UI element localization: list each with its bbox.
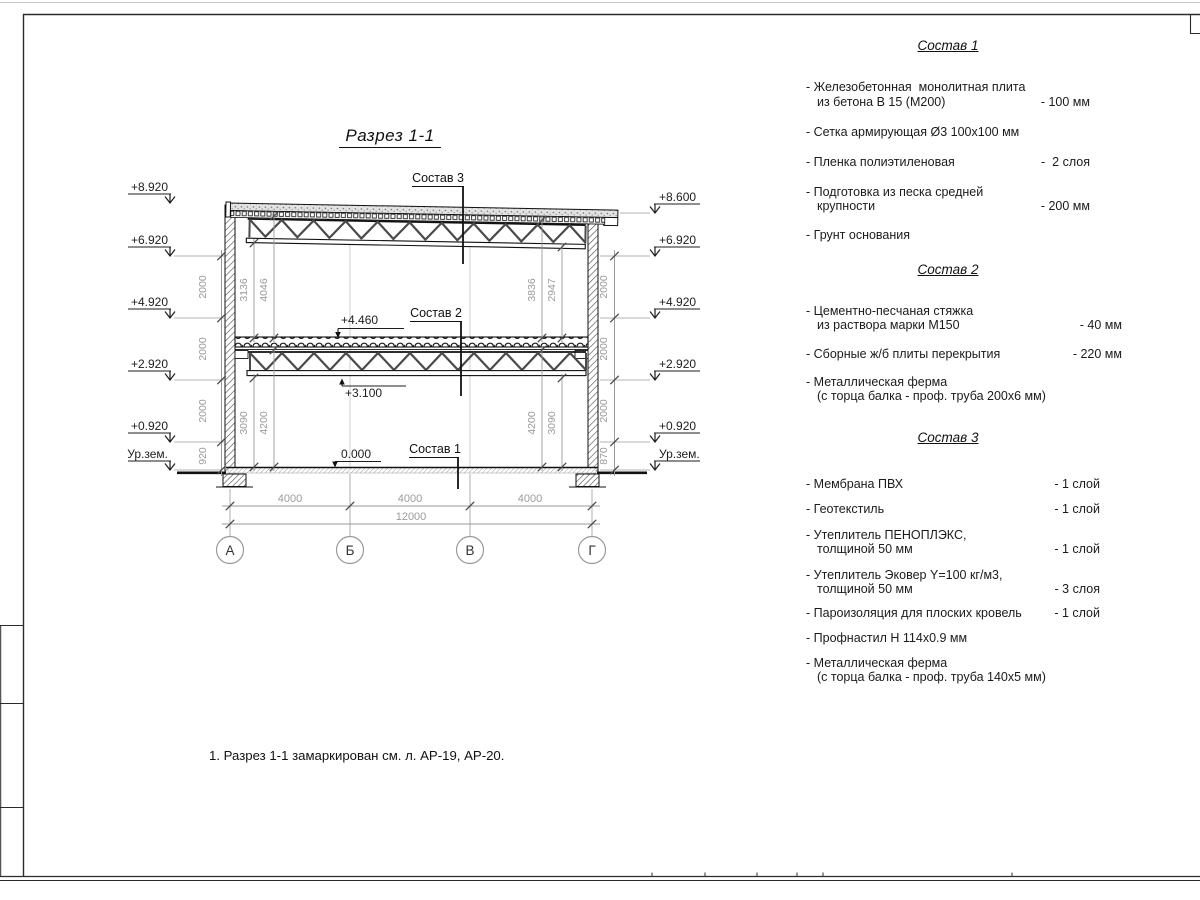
dim-value: 3090 [546, 411, 558, 435]
roof-truss-bottom-chord [246, 238, 585, 249]
composition-1-heading: Состав 1 [917, 38, 979, 53]
right-footing [576, 474, 599, 487]
sostav3-label: Состав 3 [412, 171, 464, 185]
composition-2-heading: Состав 2 [917, 262, 979, 277]
drawing-title [339, 126, 441, 148]
material-row: - Сетка армирующая Ø3 100х100 мм [806, 125, 1020, 139]
material-row: крупности - 200 мм [817, 199, 1090, 213]
dim-value: 2000 [197, 275, 209, 299]
dim-value: 2000 [598, 275, 610, 299]
elevation-label: +8.920 [130, 180, 168, 194]
intermediate-floor [235, 337, 588, 376]
floor-truss-web [250, 353, 586, 370]
material-row: - Геотекстиль - 1 слой [806, 502, 1100, 516]
axis-bubbles [217, 537, 606, 564]
elev-slab-top: +4.460 [341, 313, 379, 327]
elevation-label: +4.920 [659, 295, 697, 309]
dim-value: 2000 [598, 399, 610, 423]
dim-value: 2000 [197, 399, 209, 423]
right-wall [588, 218, 598, 474]
roof-assembly [225, 202, 618, 249]
material-row: - Подготовка из песка средней [806, 185, 984, 199]
page-title: Разрез 1-1 [345, 126, 435, 145]
span-dim: 4000 [277, 493, 303, 505]
material-row: (с торца балка - проф. труба 140х5 мм) [817, 670, 1046, 684]
dim-value: 3090 [238, 411, 250, 435]
material-row: - Пароизоляция для плоских кровель - 1 слой [806, 606, 1100, 620]
material-row: - Мембрана ПВХ - 1 слой [806, 477, 1100, 491]
ground-level-label: Ур.зем. [659, 447, 700, 461]
sostav2-label: Состав 2 [410, 306, 462, 320]
ground-level-label: Ур.зем. [127, 447, 168, 461]
elevation-label: +2.920 [659, 357, 697, 371]
material-row: толщиной 50 мм - 1 слой [817, 542, 1100, 556]
roof-overhang-cap [604, 217, 618, 225]
material-row: - Утеплитель ПЕНОПЛЭКС, [806, 528, 967, 542]
dim-value: 2000 [598, 337, 610, 361]
sostav1-label: Состав 1 [409, 442, 461, 456]
elevation-label: +0.920 [659, 419, 697, 433]
dim-value: 3836 [526, 278, 538, 302]
elevation-marks-left [127, 180, 175, 470]
elevation-label: +6.920 [659, 233, 697, 247]
total-dim: 12000 [395, 511, 427, 523]
axis-letter: А [225, 543, 235, 558]
material-row: - Пленка полиэтиленовая - 2 слоя [806, 155, 1090, 169]
dim-value: 870 [598, 447, 610, 465]
material-row: толщиной 50 мм - 3 слоя [817, 582, 1100, 596]
dim-value: 3136 [238, 278, 250, 302]
elevation-marks-right [650, 190, 700, 470]
dim-value: 4200 [258, 411, 270, 435]
material-row: - Железобетонная монолитная плита [806, 80, 1026, 94]
bottom-dimensions [222, 474, 600, 536]
elevation-label: +0.920 [130, 419, 168, 433]
dim-value: 2000 [197, 337, 209, 361]
axis-letter: В [465, 543, 475, 558]
material-row: - Сборные ж/б плиты перекрытия - 220 мм [806, 347, 1122, 361]
material-row: из бетона В 15 (М200) - 100 мм [817, 95, 1090, 109]
material-row: - Металлическая ферма [806, 656, 948, 670]
span-dim: 4000 [397, 493, 423, 505]
axis-letter: Б [345, 543, 355, 558]
ground-level [177, 468, 647, 488]
composition-2 [806, 262, 1122, 412]
dim-value: 2947 [546, 278, 558, 302]
elevation-label: +6.920 [130, 233, 168, 247]
elevation-label: +4.920 [130, 295, 168, 309]
dim-value: 4200 [526, 411, 538, 435]
dim-value: 4046 [258, 278, 270, 302]
composition-3 [806, 430, 1100, 690]
elevation-label: +8.600 [659, 190, 697, 204]
material-row: - Цементно-песчаная стяжка [806, 304, 974, 318]
composition-1 [806, 38, 1090, 248]
material-row: - Утеплитель Эковер Y=100 кг/м3, [806, 568, 1003, 582]
material-row: из раствора марки М150 - 40 мм [817, 318, 1122, 332]
composition-3-heading: Состав 3 [917, 430, 979, 445]
material-row: - Профнастил Н 114х0.9 мм [806, 631, 968, 645]
elevation-label: +2.920 [130, 357, 168, 371]
inner-elevations [332, 313, 406, 468]
left-wall [225, 205, 235, 474]
span-dim: 4000 [517, 493, 543, 505]
material-row: (с торца балка - проф. труба 200х6 мм) [817, 389, 1046, 403]
hollow-core-slab [235, 337, 588, 347]
left-footing [223, 474, 246, 487]
material-row: - Грунт основания [806, 228, 911, 242]
elev-floor-zero: 0.000 [341, 447, 372, 461]
floor-truss-bottom-chord [247, 371, 586, 376]
material-row: - Металлическая ферма [806, 375, 948, 389]
dim-value: 920 [197, 447, 209, 465]
footnote: 1. Разрез 1-1 замаркирован см. л. АР-19, АР-20. [209, 748, 505, 763]
elev-truss-bottom: +3.100 [345, 386, 383, 400]
axis-letter: Г [588, 543, 596, 558]
